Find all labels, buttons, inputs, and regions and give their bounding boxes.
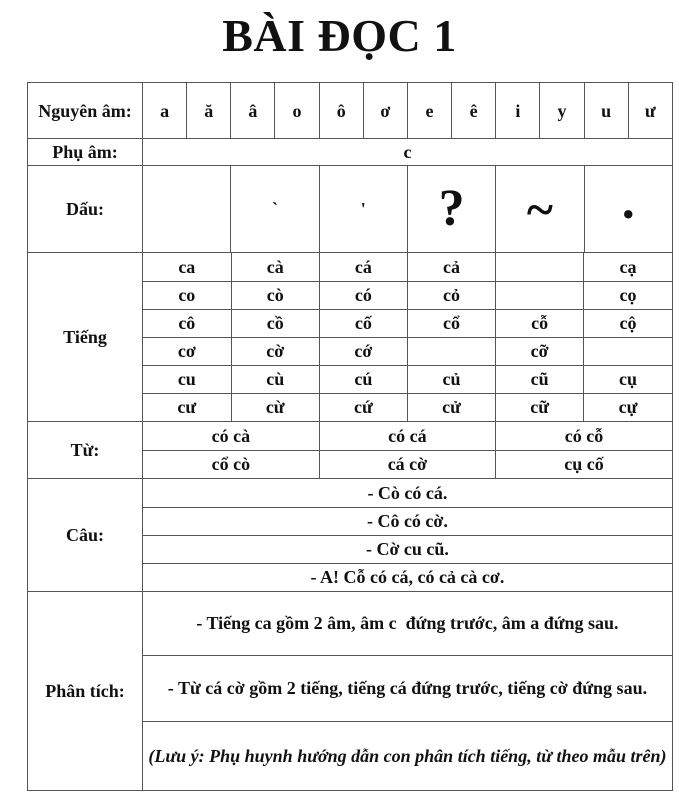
word-label: Từ: [28, 422, 143, 479]
text-part: - Từ [167, 678, 206, 698]
word-grid [143, 422, 672, 478]
vowel-cell: ư [628, 83, 672, 139]
syllable-cell: cạ [584, 253, 672, 281]
vowel-row [28, 83, 673, 139]
syllable-cell: cổ [407, 309, 495, 337]
syllable-cell: cà [231, 253, 319, 281]
analysis-word-text [143, 655, 672, 721]
sentence-section [28, 479, 673, 592]
syllable-cell: cú [319, 365, 407, 393]
sentence-label: Câu: [28, 479, 143, 592]
bold-consonant: c [388, 613, 397, 634]
syllable-cell: cũ [496, 365, 584, 393]
sentence-grid-cell [143, 479, 673, 592]
syllable-cell [407, 337, 495, 365]
syllable-cell: cỗ [496, 309, 584, 337]
syllable-cell: cọ [584, 281, 672, 309]
word-row [143, 450, 672, 478]
vowel-cell: ô [319, 83, 363, 139]
syllable-cell: có [319, 281, 407, 309]
syllable-cell: cỡ [496, 337, 584, 365]
syllable-cell: cơ [143, 337, 231, 365]
syllable-cell: cô [143, 309, 231, 337]
syllable-section [28, 253, 673, 422]
sentence-row [143, 479, 672, 507]
consonant-row [28, 139, 673, 166]
consonant-label: Phụ âm: [28, 139, 143, 166]
syllable-row [143, 309, 672, 337]
syllable-row [143, 337, 672, 365]
tone-mark-nga: ~ [496, 166, 584, 253]
syllable-cell: cờ [231, 337, 319, 365]
syllable-cell: cò [231, 281, 319, 309]
syllable-row [143, 253, 672, 281]
analysis-section [28, 592, 673, 791]
vowel-cell: i [496, 83, 540, 139]
syllable-cell: cố [319, 309, 407, 337]
sentence-cell: - A! Cỗ có cá, có cả cà cơ. [310, 567, 505, 588]
word-cell: cụ cố [564, 454, 604, 475]
bold-syllable: ca [254, 613, 272, 634]
analysis-note: (Lưu ý: Phụ huynh hướng dẫn con phân tích tiếng, từ theo mẫu trên) [148, 745, 667, 766]
syllable-row [143, 281, 672, 309]
analysis-row [143, 721, 672, 790]
vowel-cell: a [143, 83, 187, 139]
vowel-cell: ă [187, 83, 231, 139]
text-part: gồm 2 tiếng, tiếng [244, 678, 390, 698]
syllable-row [143, 365, 672, 393]
analysis-grid-cell [143, 592, 673, 791]
syllable-cell: cử [407, 393, 495, 421]
vowel-cell: â [231, 83, 275, 139]
bold-syllable: cá [389, 678, 407, 698]
syllable-cell: củ [407, 365, 495, 393]
syllable-cell: cả [407, 253, 495, 281]
bold-word: cá cờ [205, 678, 245, 698]
syllable-cell: cữ [496, 393, 584, 421]
word-cell: có cỗ [496, 422, 672, 450]
vowel-cell: o [275, 83, 319, 139]
word-row [143, 422, 672, 450]
word-section [28, 422, 673, 479]
tone-mark-row [28, 166, 673, 253]
sentence-grid [143, 479, 672, 591]
vowel-label: Nguyên âm: [28, 83, 143, 139]
syllable-cell: cứ [319, 393, 407, 421]
syllable-cell [496, 281, 584, 309]
syllable-grid [143, 253, 672, 421]
syllable-cell: cù [231, 365, 319, 393]
text-part: gồm 2 âm, âm [271, 613, 389, 634]
lesson-table [27, 82, 673, 791]
syllable-cell [496, 253, 584, 281]
syllable-cell: cư [143, 393, 231, 421]
sentence-row [143, 535, 672, 563]
sentence-cell: - Cô có cờ. [143, 507, 672, 535]
consonant-value: c [143, 139, 673, 166]
syllable-cell: cụ [584, 365, 672, 393]
text-part: - Tiếng [196, 613, 255, 634]
tone-mark-huyen: ` [231, 166, 319, 253]
page-title: BÀI ĐỌC 1 [222, 10, 457, 61]
analysis-syllable-text [143, 592, 672, 655]
word-cell: có cà [143, 422, 319, 450]
tone-mark-nang: . [584, 166, 672, 253]
sentence-row [143, 507, 672, 535]
syllable-cell [584, 337, 672, 365]
word-grid-cell [143, 422, 673, 479]
analysis-grid [143, 592, 672, 790]
vowel-cell: u [584, 83, 628, 139]
word-cell: cổ cò [143, 450, 319, 478]
syllable-cell: cu [143, 365, 231, 393]
analysis-label: Phân tích: [28, 592, 143, 791]
text-part: đứng sau. [567, 678, 648, 698]
syllable-cell: cự [618, 397, 638, 418]
syllable-cell: ca [143, 253, 231, 281]
word-cell: cá cờ [319, 450, 495, 478]
tone-mark-none [143, 166, 231, 253]
syllable-grid-cell [143, 253, 673, 422]
syllable-cell: cỏ [407, 281, 495, 309]
syllable-label: Tiếng [28, 253, 143, 422]
vowel-cell: ơ [363, 83, 407, 139]
tone-mark-label: Dấu: [28, 166, 143, 253]
word-cell: có cá [319, 422, 495, 450]
text-part: đứng trước, âm a đứng sau. [396, 613, 619, 634]
sentence-cell: - Cò có cá. [143, 479, 672, 507]
syllable-row [143, 393, 672, 421]
tone-mark-hoi: ? [407, 166, 495, 253]
syllable-cell: cớ [319, 337, 407, 365]
text-part: đứng trước, tiếng [406, 678, 550, 698]
syllable-cell: cộ [584, 309, 672, 337]
vowel-cell: y [540, 83, 584, 139]
analysis-row [143, 655, 672, 721]
sentence-cell: - Cờ cu cũ. [143, 535, 672, 563]
analysis-row [143, 592, 672, 655]
syllable-cell: cá [319, 253, 407, 281]
vowel-cell: e [407, 83, 451, 139]
vowel-cell: ê [452, 83, 496, 139]
bold-syllable: cờ [549, 678, 568, 698]
tone-mark-sac: ' [319, 166, 407, 253]
syllable-cell: cừ [231, 393, 319, 421]
syllable-cell: cồ [231, 309, 319, 337]
syllable-cell: co [143, 281, 231, 309]
sentence-row [143, 563, 672, 591]
